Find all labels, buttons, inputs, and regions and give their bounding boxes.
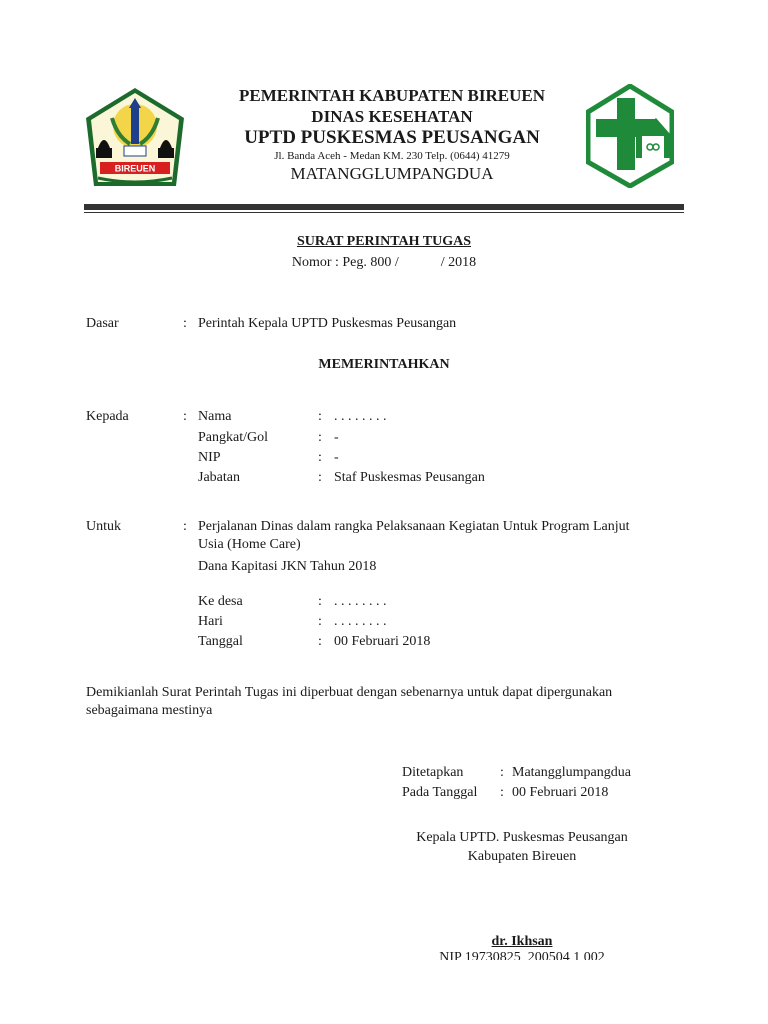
tanggal-value: 00 Februari 2018 bbox=[334, 634, 431, 649]
tanggal-colon: : bbox=[318, 634, 322, 649]
ke-desa-label: Ke desa bbox=[198, 594, 243, 609]
closing-line-1: Demikianlah Surat Perintah Tugas ini diperbuat dengan sebenarnya untuk dapat dipergunakan bbox=[86, 685, 613, 700]
crest-label: BIREUEN bbox=[114, 163, 156, 174]
header-place: MATANGGLUMPANGDUA bbox=[290, 164, 494, 183]
dasar-value: Perintah Kepala UPTD Puskesmas Peusangan bbox=[198, 316, 457, 331]
memerintahkan-heading: MEMERINTAHKAN bbox=[318, 357, 450, 372]
jabatan-label: Jabatan bbox=[198, 470, 240, 485]
ke-desa-value: . . . . . . . . bbox=[334, 594, 387, 609]
untuk-label: Untuk bbox=[86, 519, 121, 534]
nip-label: NIP bbox=[198, 450, 221, 465]
kepada-colon: : bbox=[183, 409, 187, 424]
signatory-nip: NIP 19730825 200504 1 002 bbox=[439, 950, 605, 960]
hari-colon: : bbox=[318, 614, 322, 629]
nama-colon: : bbox=[318, 409, 322, 424]
pada-tanggal-value: 00 Februari 2018 bbox=[512, 785, 609, 800]
document-number: Nomor : Peg. 800 / / 2018 bbox=[291, 255, 477, 270]
jabatan-value: Staf Puskesmas Peusangan bbox=[334, 470, 485, 485]
dasar-colon: : bbox=[183, 316, 187, 331]
untuk-line-3: Dana Kapitasi JKN Tahun 2018 bbox=[198, 559, 377, 574]
ditetapkan-label: Ditetapkan bbox=[402, 765, 464, 780]
pada-tanggal-label: Pada Tanggal bbox=[402, 785, 478, 800]
nama-value: . . . . . . . . bbox=[334, 409, 387, 424]
puskesmas-logo bbox=[586, 84, 674, 188]
untuk-line-1: Perjalanan Dinas dalam rangka Pelaksanaan Kegiatan Untuk Program Lanjut bbox=[198, 519, 630, 534]
closing-line-2: sebagaimana mestinya bbox=[86, 703, 213, 718]
header-rule-thin bbox=[84, 212, 684, 213]
kepada-label: Kepada bbox=[86, 409, 129, 424]
tanggal-label: Tanggal bbox=[198, 634, 243, 649]
nip-value: - bbox=[334, 450, 339, 465]
header-rule-thick bbox=[84, 204, 684, 210]
bireuen-crest-logo bbox=[84, 86, 186, 188]
nip-colon: : bbox=[318, 450, 322, 465]
pada-tanggal-colon: : bbox=[500, 785, 504, 800]
untuk-colon: : bbox=[183, 519, 187, 534]
nama-label: Nama bbox=[198, 409, 232, 424]
signatory-position-1: Kepala UPTD. Puskesmas Peusangan bbox=[416, 830, 628, 845]
pangkat-colon: : bbox=[318, 430, 322, 445]
dasar-label: Dasar bbox=[86, 316, 119, 331]
pangkat-value: - bbox=[334, 430, 339, 445]
untuk-line-2: Usia (Home Care) bbox=[198, 537, 301, 552]
ditetapkan-value: Matangglumpangdua bbox=[512, 765, 631, 780]
hari-label: Hari bbox=[198, 614, 223, 629]
ditetapkan-colon: : bbox=[500, 765, 504, 780]
pangkat-label: Pangkat/Gol bbox=[198, 430, 268, 445]
hari-value: . . . . . . . . bbox=[334, 614, 387, 629]
signatory-name: dr. Ikhsan bbox=[491, 934, 553, 949]
header-line-3: UPTD PUSKESMAS PEUSANGAN bbox=[244, 127, 540, 148]
header-line-1: PEMERINTAH KABUPATEN BIREUEN bbox=[238, 86, 546, 105]
jabatan-colon: : bbox=[318, 470, 322, 485]
header-line-2: DINAS KESEHATAN bbox=[311, 107, 473, 126]
header-address: Jl. Banda Aceh - Medan KM. 230 Telp. (0644) 41279 bbox=[274, 150, 510, 162]
document-title: SURAT PERINTAH TUGAS bbox=[296, 234, 471, 249]
ke-desa-colon: : bbox=[318, 594, 322, 609]
signatory-position-2: Kabupaten Bireuen bbox=[467, 849, 577, 864]
